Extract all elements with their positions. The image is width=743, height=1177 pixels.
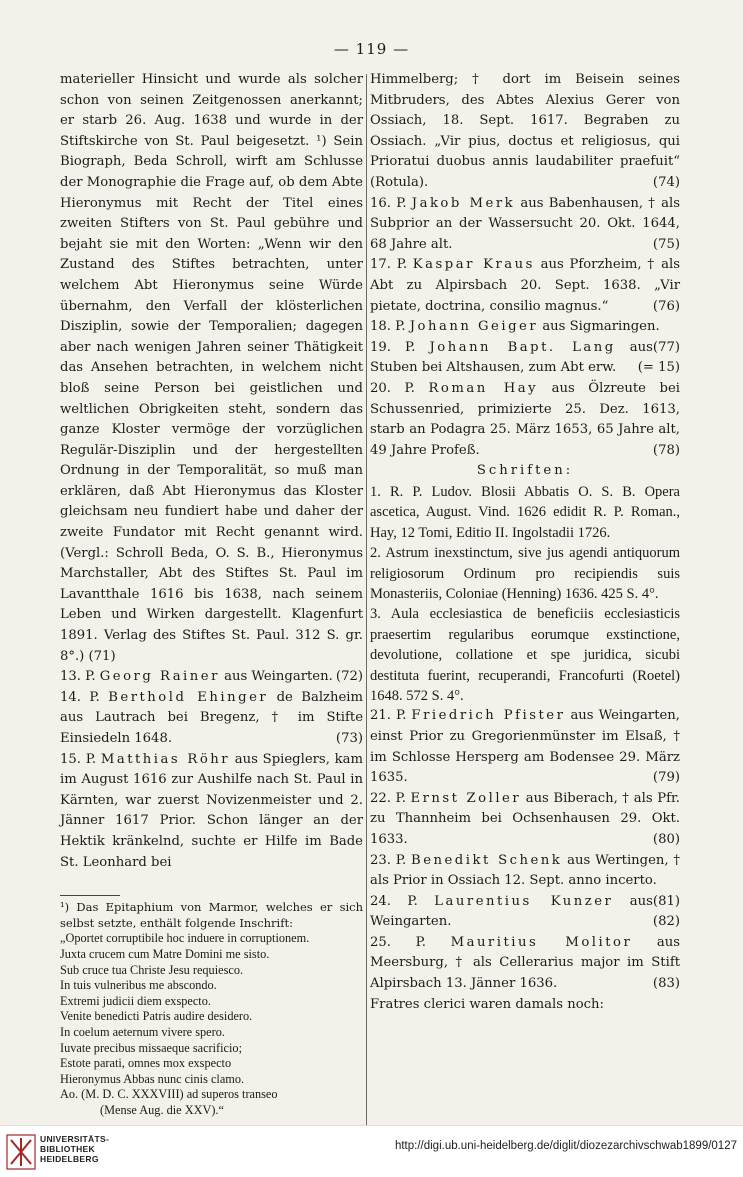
verse-line: Juxta crucem cum Matre Domini me sisto. [60, 946, 270, 961]
entry-24: 24. P. Laurentius Kunzer aus Weingarten. (82) [370, 892, 680, 933]
right-column [370, 70, 680, 1015]
library-logo-text: UNIVERSITÄTS- BIBLIOTHEK HEIDELBERG [40, 1134, 110, 1164]
page-number: — 119 — [333, 40, 410, 58]
entry-ref: (79) [652, 770, 680, 786]
entry-16: 16. P. Jakob Merk aus Babenhausen, † als Subprior an der Wassersucht 20. Okt. 1644, 68 Jahre alt. (75) [370, 194, 680, 256]
verse-line: In tuis vulneribus me abscondo. [60, 978, 217, 993]
writing-item: 3. Aula ecclesiastica de beneficiis ecclesiasticis praesertim regularibus eorumque exstinctione, devolutione, collatione et spe juridica, sicubi destituta fuerint, recuperandi, Francofurti (Roetel) 1648. 572 S. 4°. [370, 606, 680, 704]
entry-name: Jakob Merk [411, 195, 516, 211]
entry-name: Roman Hay [428, 380, 539, 396]
writing-item: 1. R. P. Ludov. Blosii Abbatis O. S. B. Opera ascetica, August. Vind. 1626 edidit R. P. Roman., Hay, 12 Tomi, Editio II. Ingolstadii 1726. [370, 483, 680, 541]
verse-line: „Oportet corruptibile hoc induere in corruptionem. [60, 931, 310, 946]
entry-name: Berthold Ehinger [108, 689, 269, 705]
entry-14: 14. P. Berthold Ehinger de Balzheim aus Lautrach bei Bregenz, † im Stifte Einsiedeln 1648. (73) [60, 688, 363, 750]
entry-name: Benedikt Schenk [411, 852, 563, 868]
footnote-intro: ¹) Das Epitaphium von Marmor, welches er sich selbst setzte, enthält folgende Inschrift: [60, 900, 363, 930]
footer-bar [0, 1125, 743, 1177]
verse-line: Hieronymus Abbas nunc cinis clamo. [60, 1071, 245, 1086]
verse-line: (Mense Aug. die XXV).“ [100, 1102, 224, 1117]
entry-20: 20. P. Roman Hay aus Ölzreute bei Schussenried, primizierte 25. Dez. 1613, starb an Podagra 25. März 1653, 65 Jahre alt, 49 Jahre Profeß. (78) [370, 379, 680, 461]
entry-17: 17. P. Kaspar Kraus aus Pforzheim, † als Abt zu Alpirsbach 20. Sept. 1638. „Vir pietate, doctrina, consilio magnus.“ (76) [370, 255, 680, 317]
entry-name: Johann Bapt. Lang [429, 339, 616, 355]
verse-line: Extremi judicii diem exspecto. [60, 993, 211, 1008]
footnote [60, 895, 363, 1118]
column-divider [366, 74, 367, 1144]
entry-12-continued: Himmelberg; † dort im Beisein seines Mitbruders, des Abtes Alexius Gerer von Ossiach, 18. Sept. 1617. Begraben zu Ossiach. „Vir pius, doctus et religiosus, qui Prioratui duobus annis laudabiliter praefuit“ (Rotula). (74) [370, 70, 680, 194]
verse-line: In coelum aeternum vivere spero. [60, 1024, 225, 1039]
verse-line: Venite benedicti Patris audire desidero. [60, 1009, 253, 1024]
entry-name: Ernst Zoller [410, 790, 522, 806]
entry-ref: (81) [652, 893, 680, 909]
entry-name: Johann Geiger [409, 319, 539, 335]
entry-ref: (75) [652, 236, 680, 252]
entry-ref: (73) [335, 731, 363, 746]
entry-ref: (77) [652, 339, 680, 355]
entry-21: 21. P. Friedrich Pfister aus Weingarten, einst Prior zu Gregorienmünster im Elsaß, † im Schlosse Hersperg am Bodensee 29. März 1635. (79) [370, 706, 680, 788]
writings-list [370, 482, 680, 706]
epitaph-verse [60, 931, 363, 1118]
entry-name: Matthias Röhr [100, 751, 231, 767]
schriften-heading: Schriften: [476, 463, 574, 479]
entry-ref: (82) [652, 914, 680, 930]
entry-15: 15. P. Matthias Röhr aus Spieglers, kam im August 1616 zur Aushilfe nach St. Paul in Kärnten, war zuerst Novizenmeister und 2. Jänner 1617 Prior. Schon länger an der Hektik kränkelnd, suchte er Hilfe im Bade St. Leonhard bei [60, 751, 363, 870]
entry-ref: (74) [652, 174, 680, 190]
verse-line: Iuvate precibus missaeque sacrificio; [60, 1040, 242, 1055]
verse-line: Ao. (M. D. C. XXXVIII) ad superos transeo [60, 1087, 278, 1102]
closing-line: Fratres clerici waren damals noch: [370, 996, 604, 1012]
left-column [60, 70, 363, 1118]
entry-ref: (78) [652, 442, 680, 458]
verse-line: Estote parati, omnes mox exspecto [60, 1056, 232, 1071]
entry-19: 19. P. Johann Bapt. Lang aus Stuben bei Altshausen, zum Abt erw. (= 15) [370, 338, 680, 379]
entry-ref: (80) [652, 831, 680, 847]
footnote-rule [60, 895, 120, 896]
entry-name: Friedrich Pfister [411, 708, 566, 724]
source-link[interactable]: http://digi.ub.uni-heidelberg.de/diglit/diozezarchivschwab1899/0127 [394, 1140, 737, 1152]
entry-ref: (72) [335, 669, 363, 685]
entry-ref: (= 15) [637, 360, 680, 376]
entry-22: 22. P. Ernst Zoller aus Biberach, † als Pfr. zu Thannheim bei Ochsenhausen 29. Okt. 1633. (80) [370, 789, 680, 851]
entry-25: 25. P. Mauritius Molitor aus Meersburg, † als Cellerarius major im Stift Alpirsbach 13. Jänner 1636. (83) [370, 933, 680, 995]
library-seal-icon [6, 1134, 36, 1170]
entry-name: Laurentius Kunzer [434, 893, 614, 909]
intro-paragraph: materieller Hinsicht und wurde als solcher schon von seinen Zeitgenossen anerkannt; er starb 26. Aug. 1638 und wurde in der Stiftskirche von St. Paul beigesetzt. ¹) Sein Biograph, Beda Schroll, wirft am Schlusse der Monographie die Frage auf, ob dem Abte Hieronymus mit Recht der Titel eines zweiten Stifters von St. Paul gebühre und bejaht sie mit den Worten: „Wenn wir den Zustand des Stiftes betrachten, unter welchem Abt Hieronymus seine Würde übernahm, den Verfall der klösterlichen Disziplin, sowie der Temporalien; dagegen aber nach wenigen Jahren seiner Thätigkeit das Ansehen betrachten, in welchem nicht bloß seine Person bei geistlichen und weltlichen Obrigkeiten steht, sondern das ganze Kloster vermöge der vorzüglichen Regulär-Disziplin und der hergestellten Ordnung in der Temporalität, so muß man erklären, daß Abt Hieronymus das Kloster gleichsam neu fundiert habe und daher der zweite Fundator mit Recht genannt wird. (Vergl.: Schroll Beda, O. S. B., Hieronymus Marchstaller, Abt des Stiftes St. Paul im Lavantthale 1616 bis 1638, nach seinem Leben und Wirken dargestellt. Klagenfurt 1891. Verlag des Stiftes St. Paul. 312 S. gr. 8°.) (71) [60, 72, 363, 664]
entry-name: Georg Rainer [99, 669, 220, 685]
writing-item: 2. Astrum inexstinctum, sive jus agendi antiquorum religiosorum Ordinum pro recipiendis suis Monasteriis, Coloniae (Henning) 1636. 425 S. 4°. [370, 545, 680, 602]
entry-name: Mauritius Molitor [450, 934, 633, 950]
entry-23: 23. P. Benedikt Schenk aus Wertingen, † als Prior in Ossiach 12. Sept. anno incerto. (81) [370, 851, 680, 892]
entry-name: Kaspar Kraus [412, 257, 535, 273]
entry-18: 18. P. Johann Geiger aus Sigmaringen. (77) [370, 317, 680, 338]
entry-13: 13. P. Georg Rainer aus Weingarten. (72) [60, 667, 363, 688]
verse-line: Sub cruce tua Christe Jesu requiesco. [60, 962, 244, 977]
entry-ref: (83) [652, 976, 680, 992]
entry-ref: (76) [652, 298, 680, 314]
